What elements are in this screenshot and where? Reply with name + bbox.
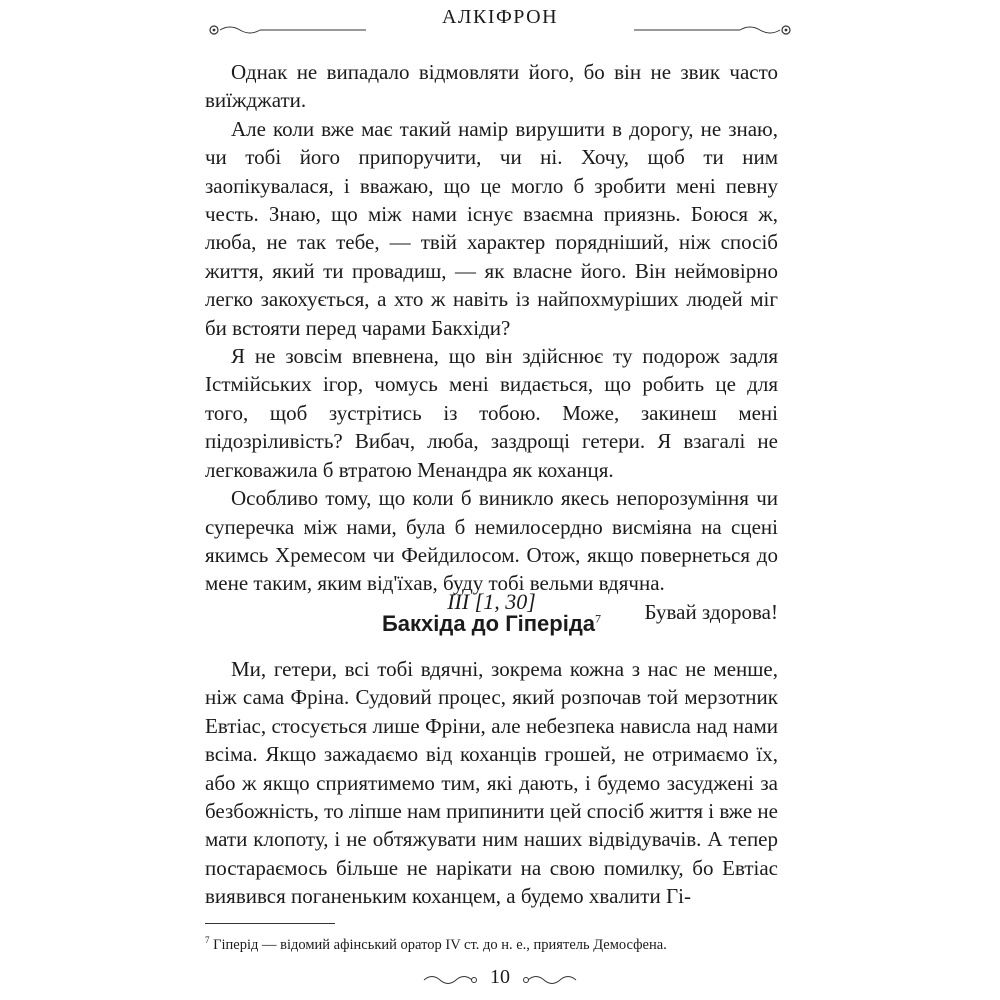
- paragraph: Особливо тому, що коли б виникло якесь непорозуміння чи суперечка між нами, була б немилосердно висміяна на сцені якимсь Хремесом чи Фейдилосом. Отож, якщо повернеться до мене таким, яким від'їхав, буду тобі вельми вдячна.: [205, 486, 778, 596]
- footnote: [205, 931, 785, 954]
- running-header: [200, 6, 800, 46]
- footnote-marker: 7: [205, 935, 210, 945]
- letter-signoff: Бувай здорова!: [644, 599, 778, 624]
- section-title-text: Бакхіда до Гіперіда: [381, 611, 596, 636]
- paragraph: Але коли вже має такий намір вирушити в дорогу, не знаю, чи тобі його припоручити, чи ні. Хочу, щоб ти ним заопікувалася, і вважаю, що це могло б зробити мені певну честь. Знаю, що між нами існує взаємна приязнь. Боюся ж, люба, не так тебе, — твій характер порядніший, ніж спосіб життя, який ти провадиш, — як власне його. Він неймовірно легко закохується, а хто ж навіть із найпохмуріших людей міг би встояти перед чарами Бакхіди?: [205, 116, 778, 340]
- letter-ending-text: [205, 58, 778, 626]
- paragraph: Ми, гетери, всі тобі вдячні, зокрема кожна з нас не менше, ніж сама Фріна. Судовий процес, який розпочав той мерзотник Евтіас, стосується лише Фріни, але небезпека нависла над нами всіма. Якщо зажадаємо від коханців грошей, не отримаємо їх, або ж якщо сприятимемо тим, які дають, і будемо засуджені за безбожність, то ліпше нам припинити цей спосіб життя і вже не мати клопоту, і не обтяжувати ним наших відвідувачів. А тепер постараємось більше не нарікати на свою помилку, бо Евтіас виявився поганеньким коханцем, а будемо хвалити Гі-: [205, 657, 778, 909]
- footnote-text: Гіперід — відомий афінський оратор IV ст. до н. е., приятель Демосфена.: [213, 936, 667, 953]
- paragraph: Я не зовсім впевнена, що він здійснює ту подорож задля Істмійських ігор, чомусь мені видається, що робить це для того, щоб зустрітись із тобою. Може, закинеш мені підозріливість? Вибач, люба, заздрощі гетери. Я взагалі не легковажила б втратою Менандра як коханця.: [205, 344, 778, 482]
- header-ornament-right: [630, 23, 800, 37]
- paragraph: Однак не випадало відмовляти його, бо він не звик часто виїжджати.: [205, 60, 778, 113]
- page-number: 10: [490, 966, 510, 988]
- running-title: АЛКІФРОН: [441, 6, 559, 28]
- footnote-ref-marker: 7: [595, 611, 602, 626]
- footer-ornament-right: [520, 973, 580, 987]
- section-number: III [1, 30]: [447, 589, 536, 614]
- page-footer: [400, 966, 600, 996]
- footnote-divider: [205, 923, 335, 924]
- section-title: [205, 611, 778, 637]
- section-body-text: [205, 655, 778, 911]
